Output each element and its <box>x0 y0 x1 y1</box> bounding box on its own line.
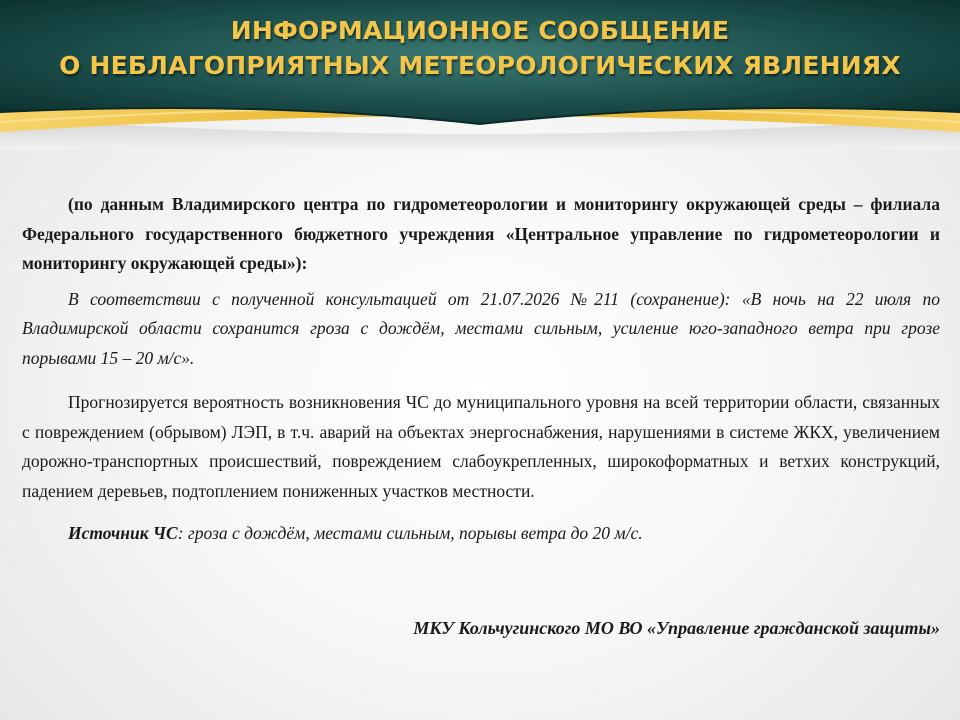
source-label: Источник ЧС <box>68 523 178 543</box>
header-banner <box>0 0 960 150</box>
intro-paragraph: (по данным Владимирского центра по гидрометеорологии и мониторингу окружающей среды – филиала Федерального государственного бюджетного учреждения «Центральное управление по гидрометеорологии и мониторингу окружающей среды»): <box>22 194 940 273</box>
message-body <box>22 190 940 549</box>
forecast-paragraph: Прогнозируется вероятность возникновения ЧС до муниципального уровня на всей территории области, связанных с повреждением (обрывом) ЛЭП, в т.ч. аварий на объектах энергоснабжения, нарушениями в системе ЖКХ, увеличением дорожно-транспортных происшествий, повреждением слабоукрепленных, широкоформатных и ветхих конструкций, падением деревьев, подтоплением пониженных участков местности. <box>22 392 940 501</box>
signature: МКУ Кольчугинского МО ВО «Управление гражданской защиты» <box>413 618 940 638</box>
title-line-1: ИНФОРМАЦИОННОЕ СООБЩЕНИЕ <box>230 16 730 45</box>
title-line-2: О НЕБЛАГОПРИЯТНЫХ МЕТЕОРОЛОГИЧЕСКИХ ЯВЛЕНИЯХ <box>59 51 901 80</box>
consultation-paragraph: В соответствии с полученной консультацией от 21.07.2026 №211 (сохранение): «В ночь на 22 июля по Владимирской области сохранится гроза с дождём, местами сильным, усиление юго-западного ветра при грозе порывами 15 – 20 м/с». <box>22 288 940 368</box>
source-paragraph <box>22 519 940 549</box>
source-text: : гроза с дождём, местами сильным, порывы ветра до 20 м/с. <box>177 523 643 543</box>
